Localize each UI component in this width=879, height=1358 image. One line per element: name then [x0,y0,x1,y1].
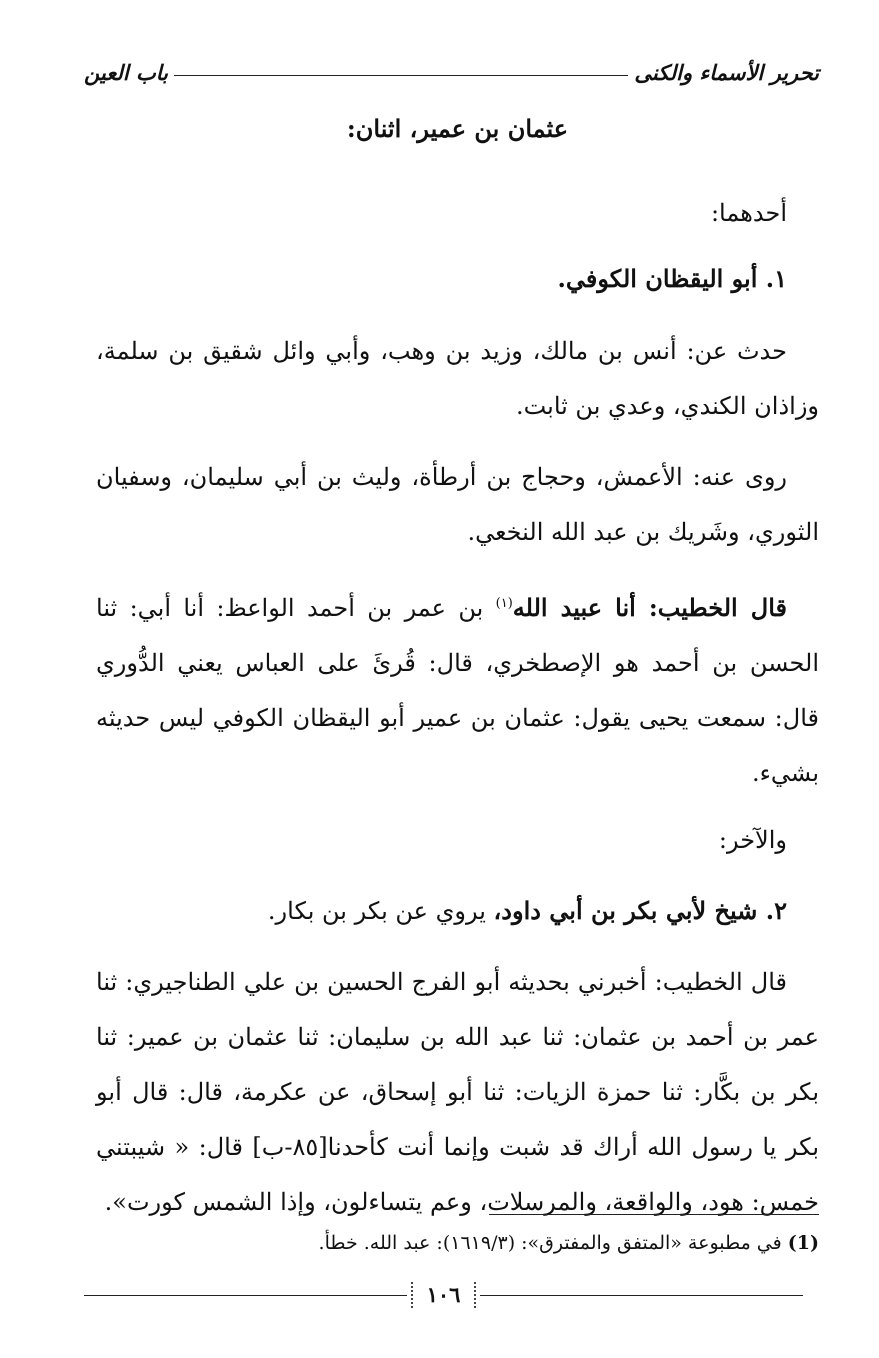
first-label: أحدهما: [710,199,787,227]
entry1-narrators: روى عنه: الأعمش، وحجاج بن أرطأة، وليث بن أبي سليمان، وسفيان الثوري، وشَريك بن عبد الله النخعي. [96,463,819,546]
footnote-rule [489,1214,819,1215]
page-body [96,108,819,1246]
footnote [96,1226,819,1260]
entry2-line [96,883,819,939]
entry2-khatib-quote: قال الخطيب: أخبرني بحديثه أبو الفرج الحسين بن علي الطناجيري: ثنا عمر بن أحمد بن عثمان: ثنا عبد الله بن سليمان: ثنا عثمان بن عمير: ثنا بكر بن بكَّار: ثنا حمزة الزيات: ثنا أبو إسحاق، عن عكرمة، قال: قال أبو بكر يا رسول الله أراك قد شبت وإنما أنت كأحدنا[٨٥-ب] قال: « شيبتني خمس: هود، والواقعة، والمرسلات، وعم يتساءلون، وإذا الشمس كورت». [96,968,820,1216]
entry2-heading: ٢. شيخ لأبي بكر بن أبي داود، [493,896,787,925]
footer-rule-right [480,1295,803,1296]
header-rule [174,75,628,76]
footnote-text: في مطبوعة «المتفق والمفترق»: (١٦١٩/٣): عبد الله. خطأ. [318,1232,788,1254]
entry1-heading: ١. أبو اليقظان الكوفي. [557,264,787,293]
page-number: ١٠٦ [411,1282,477,1308]
khatib-rest: بن عمر بن أحمد الواعظ: أنا أبي: ثنا الحسن بن أحمد هو الإصطخري، قال: قُرئَ على العباس يعني الدُّوري قال: سمعت يحيى يقول: عثمان بن عمير أبو اليقظان الكوفي ليس حديثه بشيء. [96,594,819,787]
footer-rule-left [84,1295,407,1296]
entry-title: عثمان بن عمير، اثنان: [346,114,569,143]
khatib-lead: قال الخطيب: أنا عبيد الله [512,593,787,622]
second-label: والآخر: [718,826,787,854]
chapter-title: باب العين [84,59,169,85]
footnote-ref: (١) [495,596,513,611]
page-number-bar [84,1280,803,1310]
running-header [84,54,819,90]
book-title: تحرير الأسماء والكنى [634,59,819,85]
entry2-rest: يروي عن بكر بن بكار. [267,897,494,925]
footnote-number: (1) [787,1232,819,1254]
entry1-narrated-from: حدث عن: أنس بن مالك، وزيد بن وهب، وأبي وائل شقيق بن سلمة، وزاذان الكندي، وعدي بن ثابت. [96,337,819,420]
entry1-khatib-quote [96,576,819,801]
